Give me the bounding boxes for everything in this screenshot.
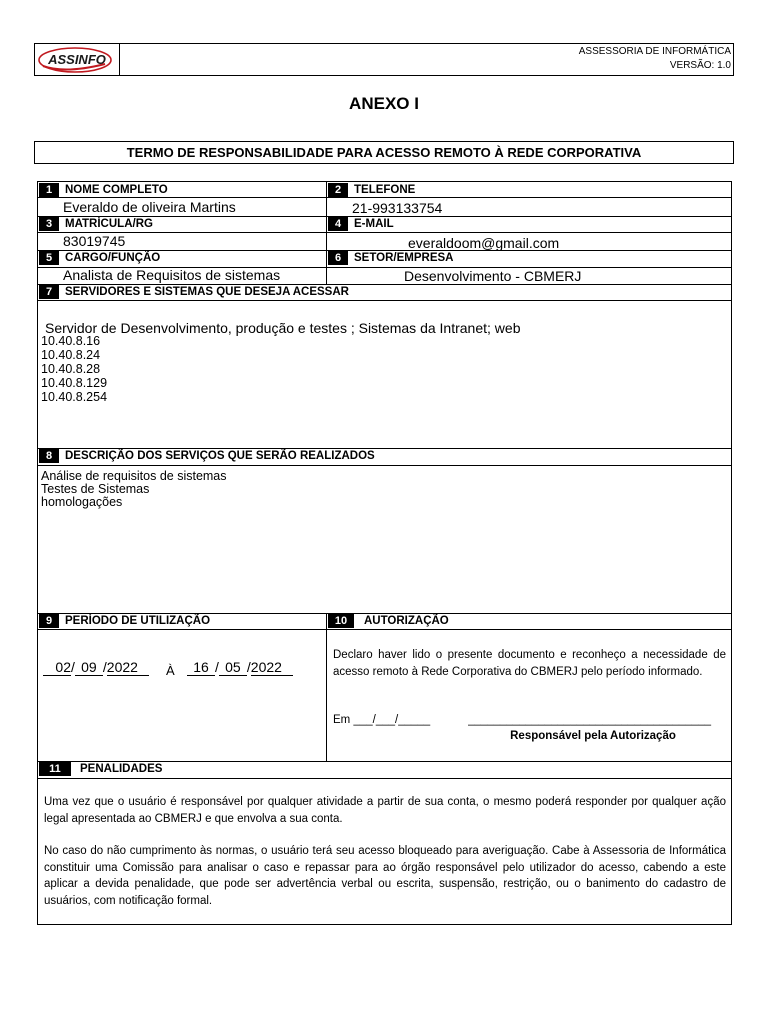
header-info (579, 45, 731, 73)
header-org: ASSESSORIA DE INFORMÁTICA (578, 46, 731, 57)
server-ip: 10.40.8.254 (41, 390, 108, 404)
label-descricao: DESCRIÇÃO DOS SERVIÇOS QUE SERÃO REALIZADOS (65, 450, 375, 462)
logo-text: ASSINFO (48, 52, 106, 67)
label-matricula: MATRÍCULA/RG (65, 218, 153, 230)
label-servidores: SERVIDORES E SISTEMAS QUE DESEJA ACESSAR (65, 286, 349, 298)
label-autorizacao: AUTORIZAÇÃO (364, 615, 449, 627)
row-divider (38, 629, 731, 630)
field-number: 8 (39, 449, 59, 463)
header-version: VERSÃO: 1.0 (669, 60, 731, 71)
service-line: homologações (41, 495, 123, 509)
row-divider (38, 300, 731, 301)
field-number: 6 (328, 251, 348, 265)
value-setor: Desenvolvimento - CBMERJ (404, 268, 582, 284)
server-ip: 10.40.8.129 (41, 376, 108, 390)
service-line: Análise de requisitos de sistemas (41, 469, 227, 483)
server-ip: 10.40.8.16 (41, 334, 101, 348)
value-email: everaldoom@gmail.com (408, 235, 560, 251)
form-table (37, 181, 732, 925)
document-header (34, 43, 734, 76)
field-number: 1 (39, 183, 59, 197)
field-number: 7 (39, 285, 59, 299)
column-divider (326, 613, 327, 761)
date-slash: / (246, 659, 251, 675)
server-ip: 10.40.8.24 (41, 348, 101, 362)
signature-caption: Responsável pela Autorização (510, 730, 676, 742)
authorization-text: Declaro haver lido o presente documento e reconheço a necessidade de acesso remoto à Rede Corporativa do CBMERJ pelo período informado. (333, 649, 726, 678)
period-separator: À (166, 663, 175, 678)
penalty-paragraph-1: Uma vez que o usuário é responsável por qualquer atividade a partir de sua conta, o mesmo poderá responder por qualquer ação legal apresentada ao CBMERJ e que envolva a sua conta. (44, 796, 726, 825)
value-nome-completo: Everaldo de oliveira Martins (63, 199, 236, 215)
date-slash: / (215, 659, 219, 675)
field-number: 9 (39, 614, 59, 628)
value-matricula: 83019745 (63, 233, 126, 249)
field-number: 4 (328, 217, 348, 231)
field-number: 11 (39, 762, 71, 776)
servers-line: Servidor de Desenvolvimento, produção e testes ; Sistemas da Intranet; web (45, 320, 521, 336)
row-divider (38, 778, 731, 779)
field-number: 3 (39, 217, 59, 231)
label-telefone: TELEFONE (354, 184, 416, 196)
label-penalidades: PENALIDADES (80, 763, 163, 775)
server-ip: 10.40.8.28 (41, 362, 101, 376)
end-year: 2022 (251, 659, 293, 676)
label-periodo: PERÍODO DE UTILIZAÇÃO (65, 615, 211, 627)
period-start (43, 659, 149, 676)
label-nome-completo: NOME COMPLETO (65, 184, 168, 196)
document-subtitle: TERMO DE RESPONSABILIDADE PARA ACESSO REMOTO À REDE CORPORATIVA (34, 141, 734, 164)
authorization-date: Em ___/___/_____ (333, 714, 431, 726)
penalty-paragraph-2: No caso do não cumprimento às normas, o usuário terá seu acesso bloqueado para averiguação. Cabe à Assessoria de Informática constituir uma Comissão para analisar o caso e repassar para ao órgão responsável pelo utilizador do acesso, cabendo a este aplicar a devida penalidade, que pode ser advertência verbal ou escrita, suspensão, restrição, ou o banimento do cadastro de usuários, com notificação formal. (44, 845, 726, 907)
row-divider (38, 232, 731, 233)
row-divider (38, 197, 731, 198)
signature-line: ______________________________________ (468, 714, 712, 726)
label-email: E-MAIL (354, 218, 394, 230)
date-slash: / (71, 659, 75, 675)
date-slash: / (102, 659, 107, 675)
label-setor: SETOR/EMPRESA (354, 252, 454, 264)
label-cargo: CARGO/FUNÇÃO (65, 252, 161, 264)
column-divider (326, 182, 327, 284)
service-line: Testes de Sistemas (41, 482, 150, 496)
page-title: ANEXO I (349, 94, 419, 113)
value-telefone: 21-993133754 (352, 200, 443, 216)
start-month: 09 (75, 659, 103, 676)
row-divider (38, 465, 731, 466)
start-year: 2022 (107, 659, 149, 676)
assinfo-logo (35, 44, 120, 75)
field-number: 5 (39, 251, 59, 265)
start-day: 02 (43, 659, 71, 676)
value-cargo: Analista de Requisitos de sistemas (63, 267, 281, 283)
end-month: 05 (219, 659, 247, 676)
field-number: 2 (328, 183, 348, 197)
field-number: 10 (328, 614, 354, 628)
period-end (187, 659, 293, 676)
end-day: 16 (187, 659, 215, 676)
